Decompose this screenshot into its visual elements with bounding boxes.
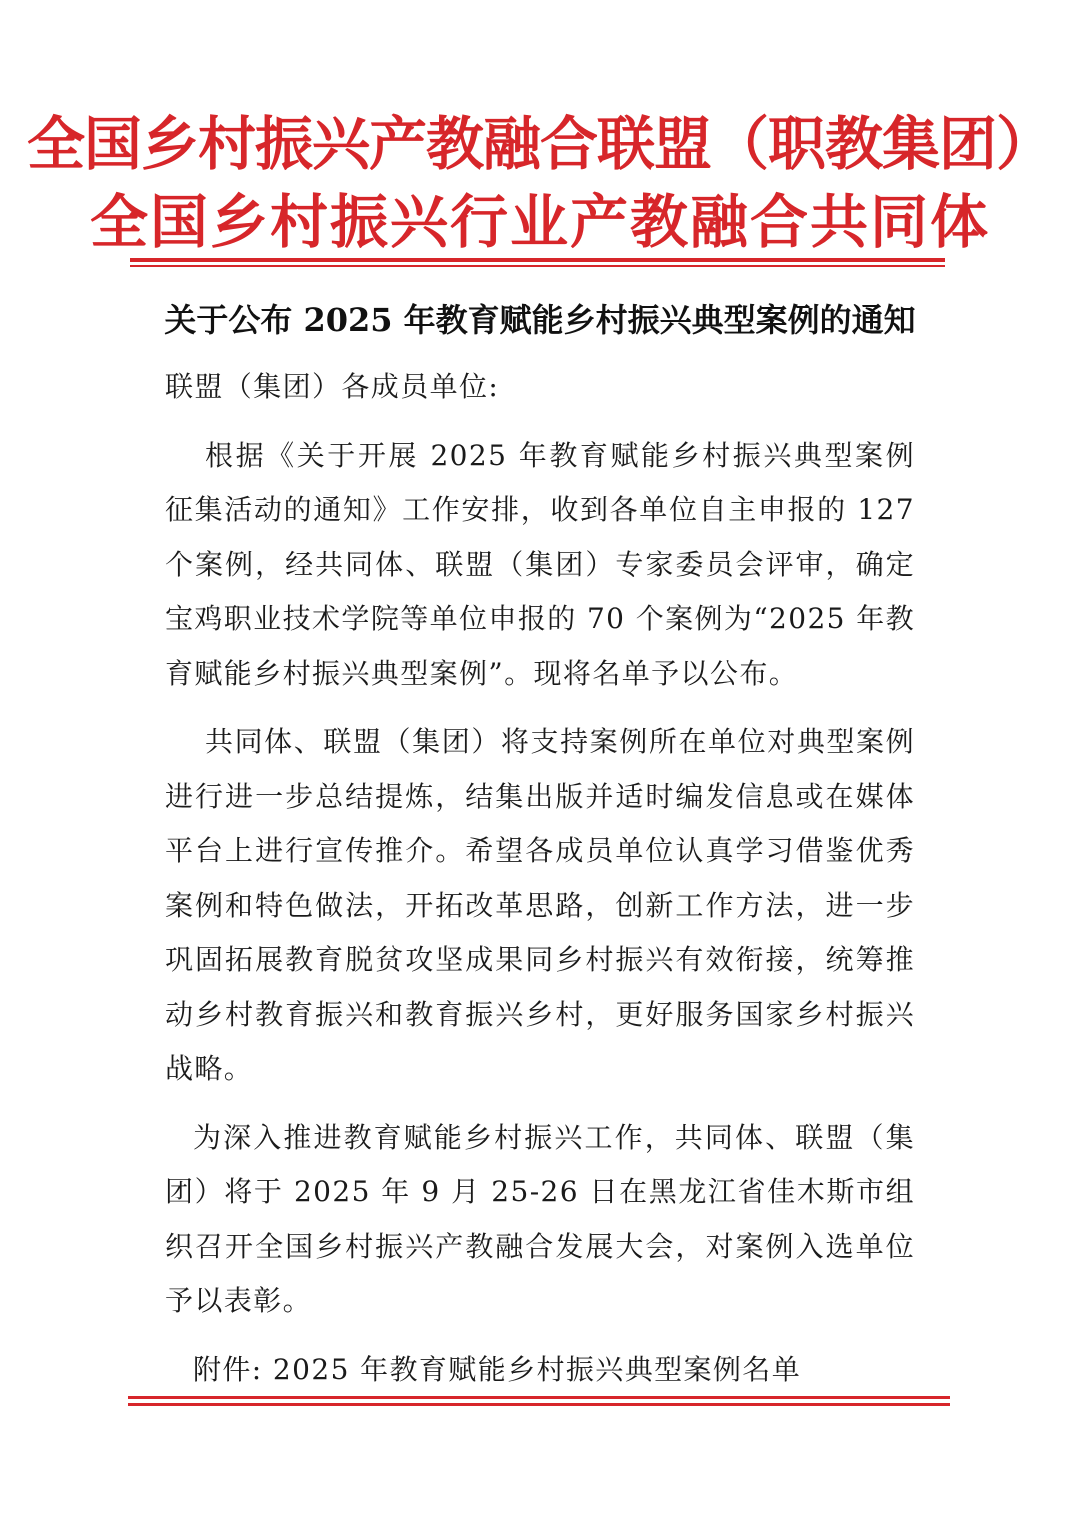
attachment-line: 附件: 2025 年教育赋能乡村振兴典型案例名单	[193, 1352, 802, 1386]
footer-divider-thick	[128, 1396, 950, 1399]
letterhead-title-line2: 全国乡村振兴行业产教融合共同体	[89, 188, 990, 256]
footer-divider-thin	[128, 1403, 950, 1406]
body-paragraph-2: 共同体、联盟（集团）将支持案例所在单位对典型案例进行进一步总结提炼，结集出版并适时编发信息或在媒体平台上进行宣传推介。希望各成员单位认真学习借鉴优秀案例和特色做法，开拓改革思路，创新工作方法，进一步巩固拓展教育脱贫攻坚成果同乡村振兴有效衔接，统筹推动乡村教育振兴和教育振兴乡村，更好服务国家乡村振兴战略。	[165, 725, 915, 1085]
letterhead-divider-thick	[130, 258, 945, 262]
salutation: 联盟（集团）各成员单位:	[165, 370, 500, 403]
body-paragraph-3: 为深入推进教育赋能乡村振兴工作，共同体、联盟（集团）将于 2025 年 9 月 25-26 日在黑龙江省佳木斯市组织召开全国乡村振兴产教融合发展大会，对案例入选单位予以表彰。	[165, 1120, 915, 1317]
letterhead-title-line1: 全国乡村振兴产教融合联盟（职教集团）	[26, 110, 1053, 178]
letterhead-divider-thin	[130, 265, 945, 267]
notice-body	[165, 360, 915, 1397]
body-paragraph-1: 根据《关于开展 2025 年教育赋能乡村振兴典型案例征集活动的通知》工作安排，收到各单位自主申报的 127 个案例，经共同体、联盟（集团）专家委员会评审，确定宝鸡职业技术学院等单位申报的 70 个案例为“2025 年教育赋能乡村振兴典型案例”。现将名单予以公布。	[165, 438, 915, 690]
notice-title: 关于公布 2025 年教育赋能乡村振兴典型案例的通知	[164, 301, 916, 339]
